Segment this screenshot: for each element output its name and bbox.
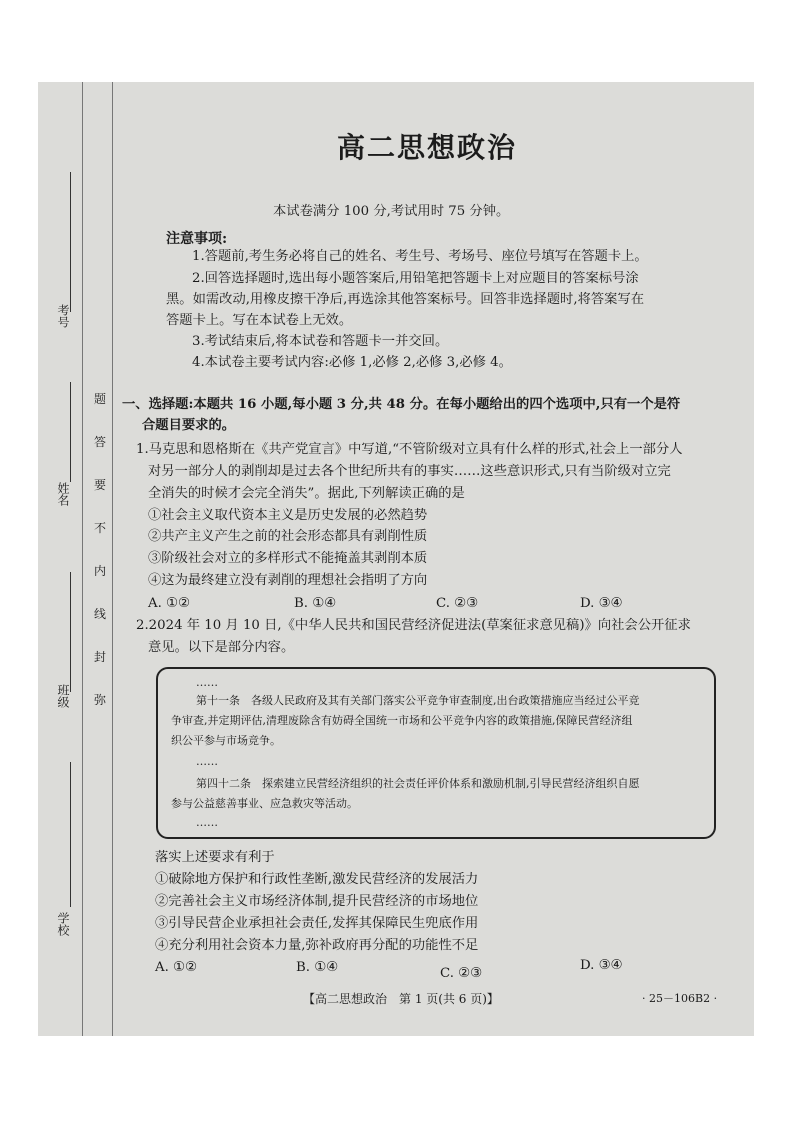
q1-stem: 对另一部分人的剥削却是过去各个世纪所共有的事实……这些意识形式,只有当阶级对立完: [148, 464, 671, 479]
notice-line: 答题卡上。写在本试卷上无效。: [166, 313, 353, 328]
exam-no-line: [70, 172, 71, 312]
q2-item: ②完善社会主义市场经济体制,提升民营经济的市场地位: [155, 894, 479, 909]
q2-lead: 落实上述要求有利于: [155, 850, 275, 865]
seal-char: 弥: [93, 693, 106, 707]
q2-item: ④充分利用社会资本力量,弥补政府再分配的功能性不足: [155, 938, 479, 953]
page-footer: 【高二思想政治 第 1 页(共 6 页)】: [303, 992, 499, 1006]
q1-item: ①社会主义取代资本主义是历史发展的必然趋势: [148, 508, 428, 523]
seal-char: 答: [93, 435, 106, 449]
page-title: 高二思想政治: [336, 131, 517, 164]
q1-stem: 1.马克思和恩格斯在《共产党宣言》中写道,“不管阶级对立具有什么样的形式,社会上一部分人: [136, 442, 683, 457]
notice-line: 3.考试结束后,将本试卷和答题卡一并交回。: [192, 334, 449, 349]
exam-subtitle: 本试卷满分 100 分,考试用时 75 分钟。: [273, 204, 510, 219]
notice-line: 黑。如需改动,用橡皮擦干净后,再选涂其他答案标号。回答非选择题时,将答案写在: [166, 292, 645, 307]
q1-option-d: D. ③④: [580, 596, 623, 611]
q2-option-d: D. ③④: [580, 958, 623, 973]
excerpt-ellipsis: ……: [196, 755, 218, 768]
exam-no-label: 考号: [56, 304, 70, 328]
article-11-line: 第十一条 各级人民政府及其有关部门落实公平竞争审查制度,出台政策措施应当经过公平竞: [196, 694, 640, 707]
paper-code: · 25－106B2 ·: [642, 992, 718, 1005]
school-label: 学校: [56, 912, 70, 936]
name-label: 姓名: [56, 482, 70, 506]
q2-stem: 意见。以下是部分内容。: [148, 640, 295, 655]
q1-option-c: C. ②③: [436, 596, 478, 611]
seal-char: 不: [93, 521, 106, 535]
notice-line: 1.答题前,考生务必将自己的姓名、考生号、考场号、座位号填写在答题卡上。: [192, 249, 648, 264]
seal-char: 题: [93, 392, 106, 406]
notice-line: 2.回答选择题时,选出每小题答案后,用铅笔把答题卡上对应题目的答案标号涂: [192, 271, 639, 286]
q1-item: ④这为最终建立没有剥削的理想社会指明了方向: [148, 573, 428, 588]
school-line: [70, 762, 71, 907]
class-line: [70, 572, 71, 692]
q2-option-b: B. ①④: [296, 960, 339, 975]
article-42-line: 参与公益慈善事业、应急救灾等活动。: [171, 797, 358, 810]
seal-char: 内: [93, 564, 106, 578]
class-label: 班级: [56, 684, 70, 708]
margin-rule-inner: [112, 82, 113, 1036]
name-line: [70, 382, 71, 482]
article-11-line: 争审查,并定期评估,清理废除含有妨碍全国统一市场和公平竞争内容的政策措施,保障民营经济组: [171, 714, 633, 727]
margin-rule-outer: [82, 82, 83, 1036]
q2-item: ③引导民营企业承担社会责任,发挥其保障民生兜底作用: [155, 916, 479, 931]
article-42-line: 第四十二条 探索建立民营经济组织的社会责任评价体系和激励机制,引导民营经济组织自愿: [196, 777, 640, 790]
seal-char: 线: [93, 607, 106, 621]
seal-char: 要: [93, 478, 106, 492]
q1-option-b: B. ①④: [294, 596, 337, 611]
excerpt-ellipsis: ……: [196, 676, 218, 689]
q1-option-a: A. ①②: [148, 596, 190, 611]
notice-line: 4.本试卷主要考试内容:必修 1,必修 2,必修 3,必修 4。: [192, 355, 512, 370]
q2-option-c: C. ②③: [440, 966, 482, 981]
section-heading: 合题目要求的。: [142, 418, 236, 433]
article-11-line: 织公平参与市场竞争。: [171, 734, 281, 747]
q2-item: ①破除地方保护和行政性垄断,激发民营经济的发展活力: [155, 872, 479, 887]
q1-item: ③阶级社会对立的多样形式不能掩盖其剥削本质: [148, 551, 428, 566]
seal-char: 封: [93, 650, 106, 664]
q1-item: ②共产主义产生之前的社会形态都具有剥削性质: [148, 529, 428, 544]
excerpt-ellipsis: ……: [196, 816, 218, 829]
q2-stem: 2.2024 年 10 月 10 日,《中华人民共和国民营经济促进法(草案征求意见稿)》向社会公开征求: [136, 618, 691, 633]
q2-option-a: A. ①②: [155, 960, 197, 975]
notice-heading: 注意事项:: [166, 231, 228, 247]
exam-paper: [38, 82, 754, 1036]
section-heading: 一、选择题:本题共 16 小题,每小题 3 分,共 48 分。在每小题给出的四个选项中,只有一个是符: [122, 397, 681, 412]
q1-stem: 全消失的时候才会完全消失”。据此,下列解读正确的是: [148, 486, 465, 501]
